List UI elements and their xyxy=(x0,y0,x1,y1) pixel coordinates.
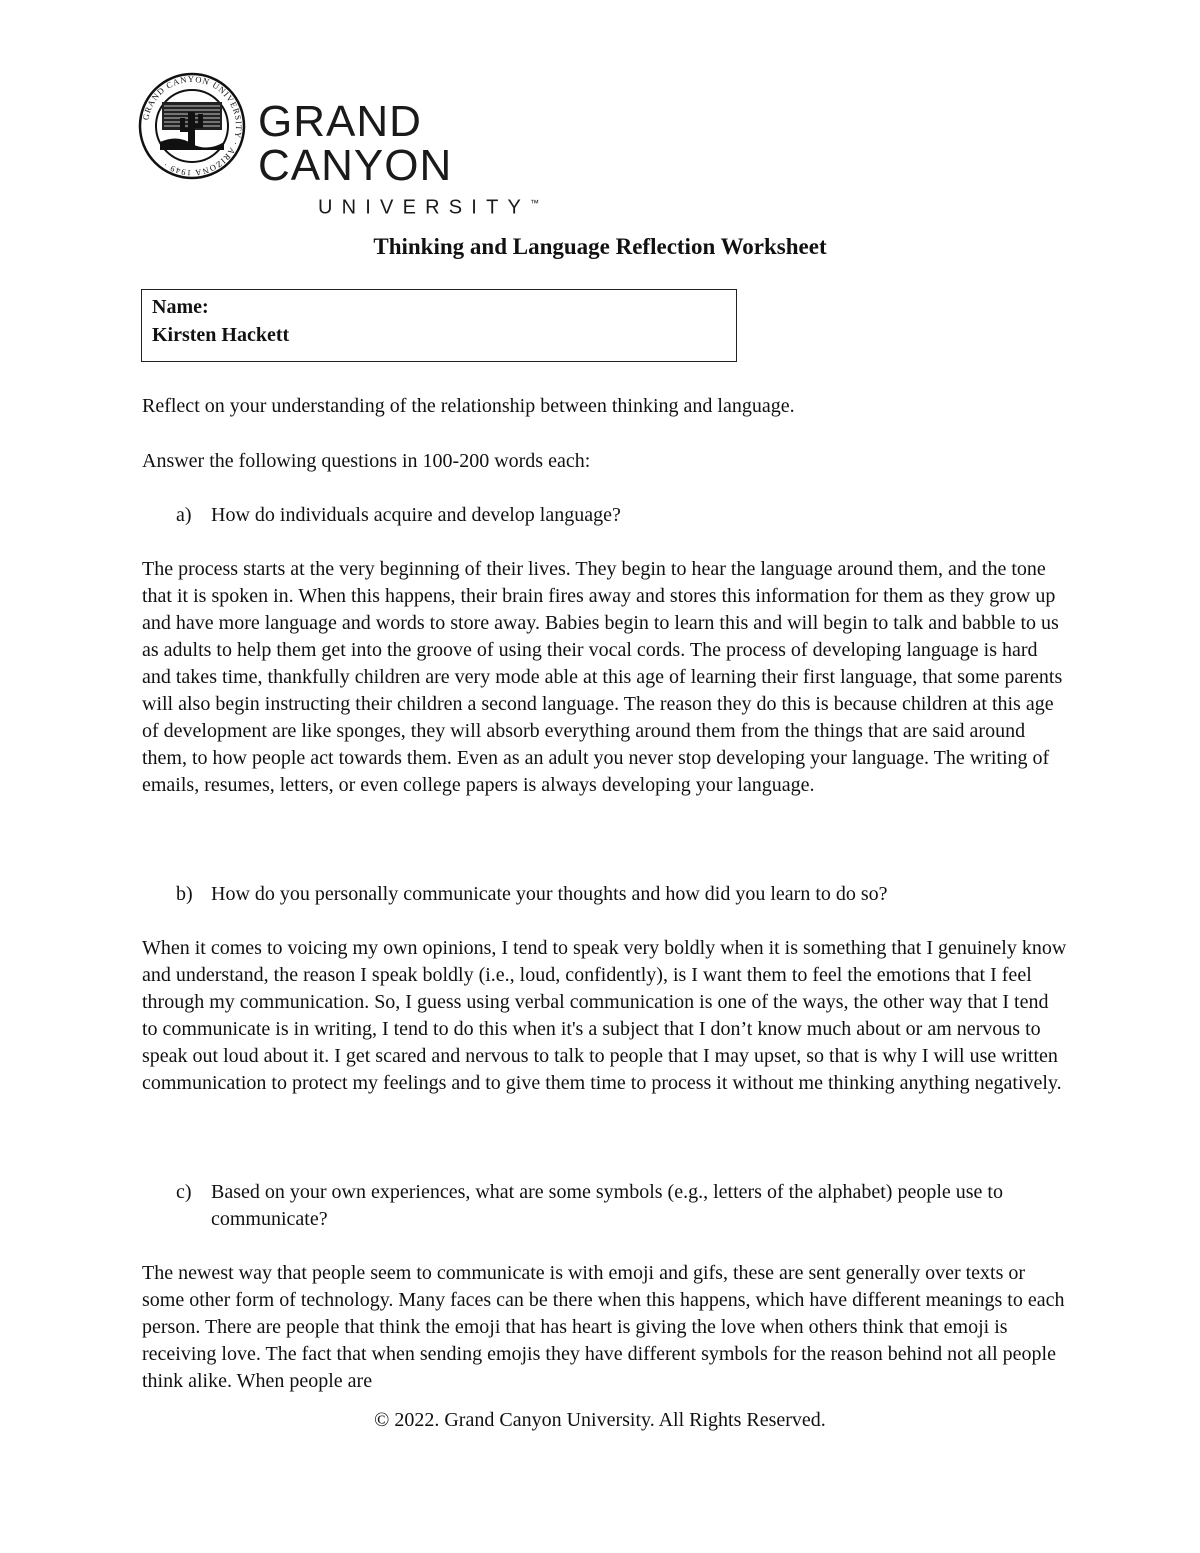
answer-a: The process starts at the very beginning of their lives. They begin to hear the language around them, and the tone that it is spoken in. When this happens, their brain fires away and stores this information for them as they grow up and have more language and words to store away. Babies begin to learn this and will begin to talk and babble to us as adults to help them get into the groove of using their vocal cords. The process of developing language is hard and takes time, thankfully children are very mode able at this age of learning their first language, that some parents will also begin instructing their children a second language. The reason they do this is because children at this age of development are like sponges, they will absorb everything around them from the things that are said around them, to how people act towards them. Even as an adult you never stop developing your language. The writing of emails, resumes, letters, or even college papers is always developing your language. xyxy=(142,558,1063,796)
university-seal-icon xyxy=(138,72,246,180)
university-wordmark xyxy=(258,97,618,219)
answer-b: When it comes to voicing my own opinions, I tend to speak very boldly when it is something that I genuinely know and understand, the reason I speak boldly (i.e., loud, confidently), is I want them to feel the emotions that I feel through my communication. So, I guess using verbal communication is one of the ways, the other way that I tend to communicate is in writing, I tend to do this when it's a subject that I don’t know much about or am nervous to speak out loud about it. I get scared and nervous to talk to people that I may upset, so that is why I will use written communication to protect my feelings and to give them time to process it without me thinking anything negatively. xyxy=(142,937,1067,1094)
question-text: Based on your own experiences, what are some symbols (e.g., letters of the alphabet) people use to communicate? xyxy=(211,1181,1003,1230)
name-label: Name: xyxy=(152,296,209,318)
question-letter: c) xyxy=(176,1181,192,1203)
question-letter: b) xyxy=(176,883,193,905)
page-title: Thinking and Language Reflection Worksheet xyxy=(373,234,827,259)
name-value: Kirsten Hackett xyxy=(152,324,290,346)
university-logo xyxy=(138,72,618,219)
name-box xyxy=(141,289,737,362)
question-c xyxy=(176,1179,1056,1233)
question-text: How do individuals acquire and develop language? xyxy=(211,504,621,526)
brand-name: GRAND CANYON xyxy=(258,97,453,190)
question-text: How do you personally communicate your thoughts and how did you learn to do so? xyxy=(211,883,888,905)
answer-c: The newest way that people seem to communicate is with emoji and gifs, these are sent generally over texts or some other form of technology. Many faces can be there when this happens, which have different meanings to each person. There are people that think the emoji that has heart is giving the love when others think that emoji is receiving love. The fact that when sending emojis they have different symbols for the reason behind not all people think alike. When people are xyxy=(142,1262,1065,1392)
brand-subtitle: UNIVERSITY™ xyxy=(318,196,540,219)
copyright-footer: © 2022. Grand Canyon University. All Rights Reserved. xyxy=(374,1409,826,1431)
question-letter: a) xyxy=(176,504,192,526)
question-a xyxy=(176,502,1056,529)
instructions-text: Answer the following questions in 100-200 words each: xyxy=(142,450,591,472)
svg-text:GRAND CANYON UNIVERSITY · ARIZ: GRAND CANYON UNIVERSITY · ARIZONA 1949 · xyxy=(140,73,245,179)
trademark-symbol: ™ xyxy=(530,198,540,208)
intro-text: Reflect on your understanding of the relationship between thinking and language. xyxy=(142,395,795,417)
question-b xyxy=(176,881,1056,908)
